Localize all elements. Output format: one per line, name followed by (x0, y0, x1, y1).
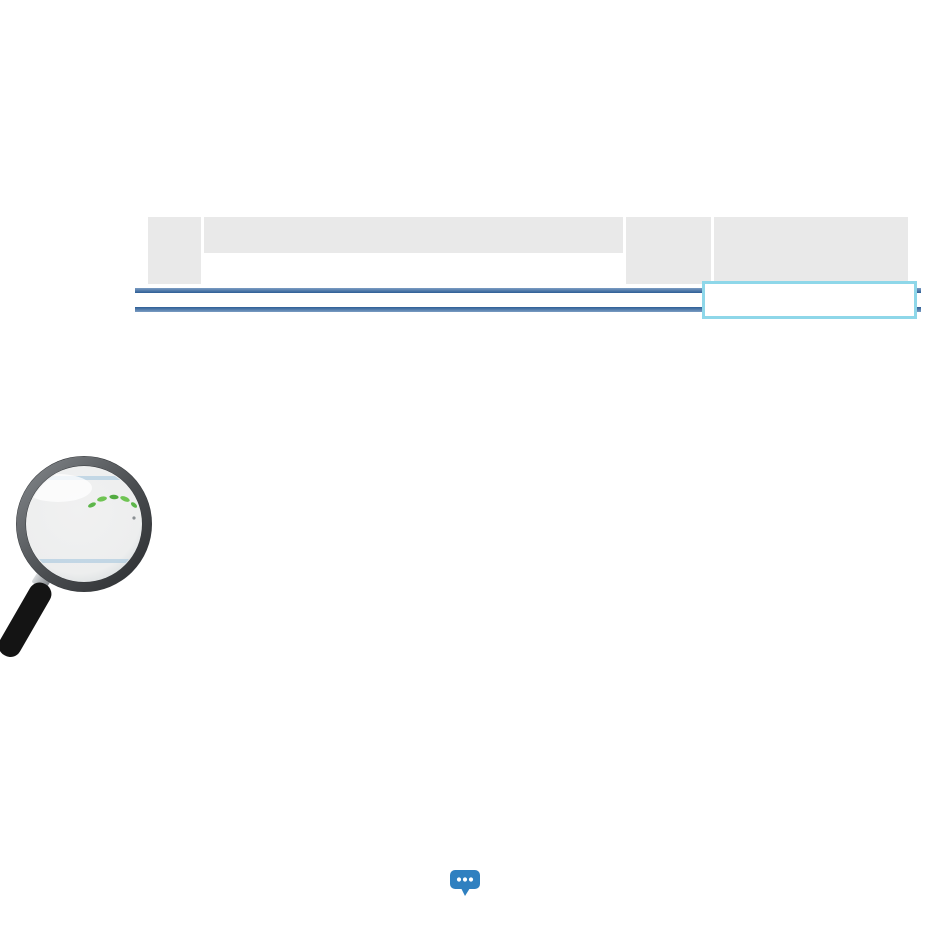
table-header (148, 217, 908, 284)
magnifier-logo (0, 438, 200, 673)
header-class (148, 217, 201, 284)
logo-trademark-dot (132, 516, 135, 519)
header-max-particles (204, 217, 623, 253)
iso5-usage-box (702, 281, 917, 319)
iso5-note (148, 297, 708, 301)
chat-bubble-icon (448, 868, 482, 898)
cleanroom-classification-table (148, 217, 908, 318)
header-usage (714, 217, 908, 284)
iso5-highlight-band (135, 288, 921, 312)
header-fed-std (626, 217, 711, 284)
